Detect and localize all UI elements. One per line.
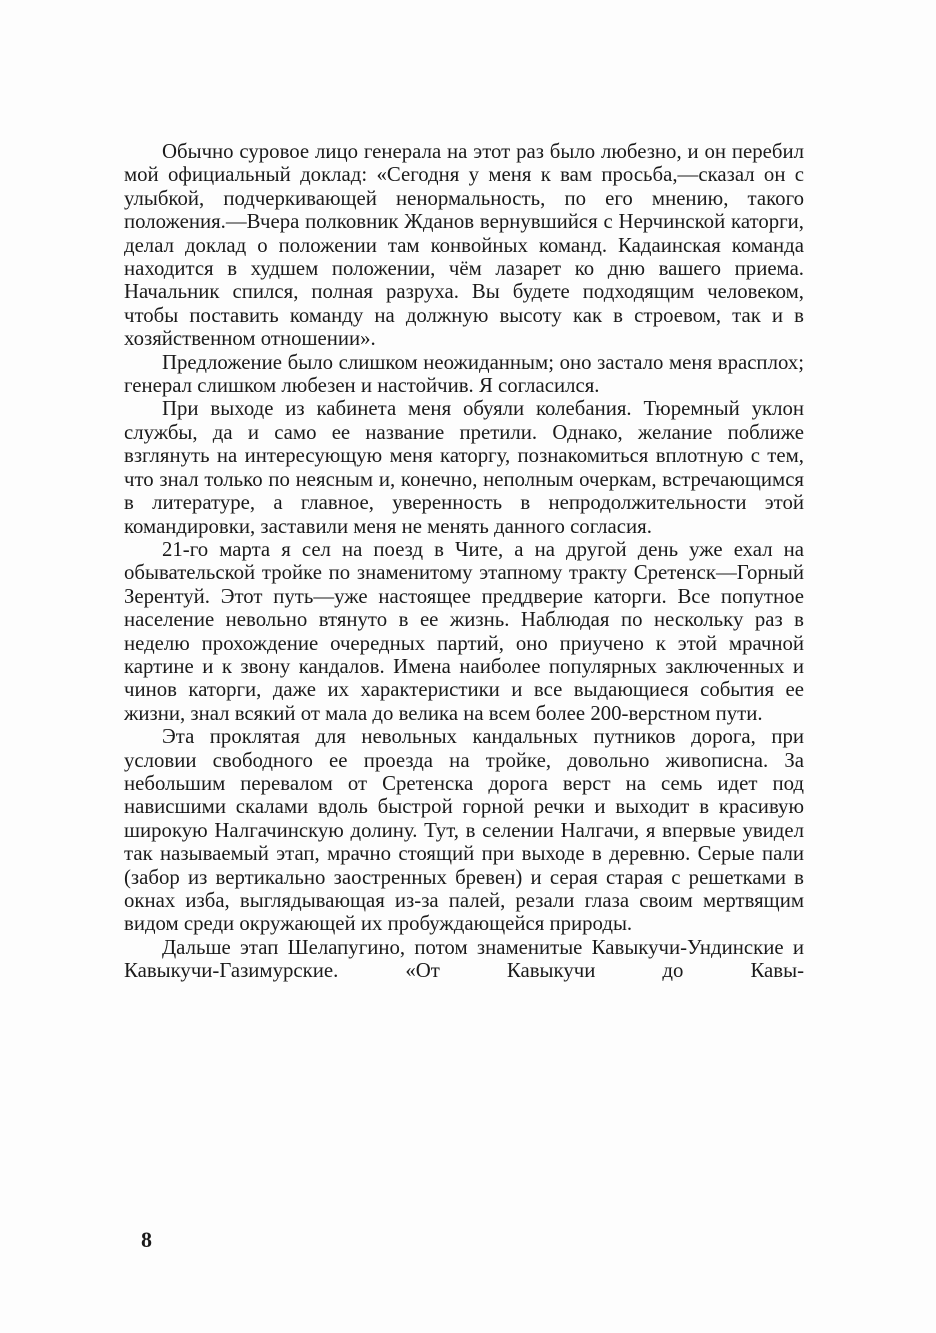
paragraph-road-description: Эта проклятая для невольных кандальных путников дорога, при условии свободного ее проезда на тройке, довольно живописна. За небольшим перевалом от Сретенска дорога верст на семь идет под нависшими скалами вдоль быстрой горной речки и выходит в красивую широкую Налгачинскую долину. Тут, в селении Налгачи, я впервые увидел так называемый этап, мрачно стоящий при выходе в деревню. Серые пали (забор из вертикально заостренных бревен) и серая старая с решетками в окнах изба, выглядывающая из-за палей, резали глаза своим мертвящим видом среди окружающей их пробуждающейся природы. — [124, 725, 804, 936]
body-text — [124, 140, 804, 983]
paragraph-continuation: Дальше этап Шелапугино, потом знаменитые Кавыкучи-Ундинские и Кавыкучи-Газимурские. «От Кавыкучи до Кавы- — [124, 935, 804, 983]
paragraph-hesitation: При выходе из кабинета меня обуяли колебания. Тюремный уклон службы, да и само ее название претили. Однако, желание поближе взглянуть на интересующую меня каторгу, познакомиться вплотную с тем, что знал только по неясным и, конечно, неполным очеркам, встречающимся в литературе, а главное, уверенность в непродолжительности этой командировки, заставили меня не менять данного согласия. — [124, 397, 804, 538]
paragraph-agreement: Предложение было слишком неожиданным; оно застало меня врасплох; генерал слишком любезен и настойчив. Я согласился. — [124, 350, 804, 398]
paragraph-journey: 21-го марта я сел на поезд в Чите, а на другой день уже ехал на обывательской тройке по знаменитому этапному тракту Сретенск—Горный Зерентуй. Этот путь—уже настоящее преддверие каторги. Все попутное население невольно втянуто в ее жизнь. Наблюдая по нескольку раз в неделю прохождение очередных партий, оно приучено к этой мрачной картине и к звону кандалов. Имена наиболее популярных заключенных и чинов каторги, даже их характеристики и все выдающиеся события ее жизни, знал всякий от мала до велика на всем более 200-верстном пути. — [124, 537, 804, 725]
paragraph-general-request: Обычно суровое лицо генерала на этот раз было любезно, и он перебил мой официальный доклад: «Сегодня у меня к вам просьба,—сказал он с улыбкой, подчеркивающей ненормальность, по его мнению, такого положения.—Вчера полковник Жданов вернувшийся с Нерчинской каторги, делал доклад о положении там конвойных команд. Кадаинская команда находится в худшем положении, чём лазарет ко дню вашего приема. Начальник спился, полная разруха. Вы будете подходящим человеком, чтобы поставить команду на должную высоту как в строевом, так и в хозяйственном отношении». — [124, 140, 804, 351]
page-number: 8 — [141, 1227, 152, 1252]
